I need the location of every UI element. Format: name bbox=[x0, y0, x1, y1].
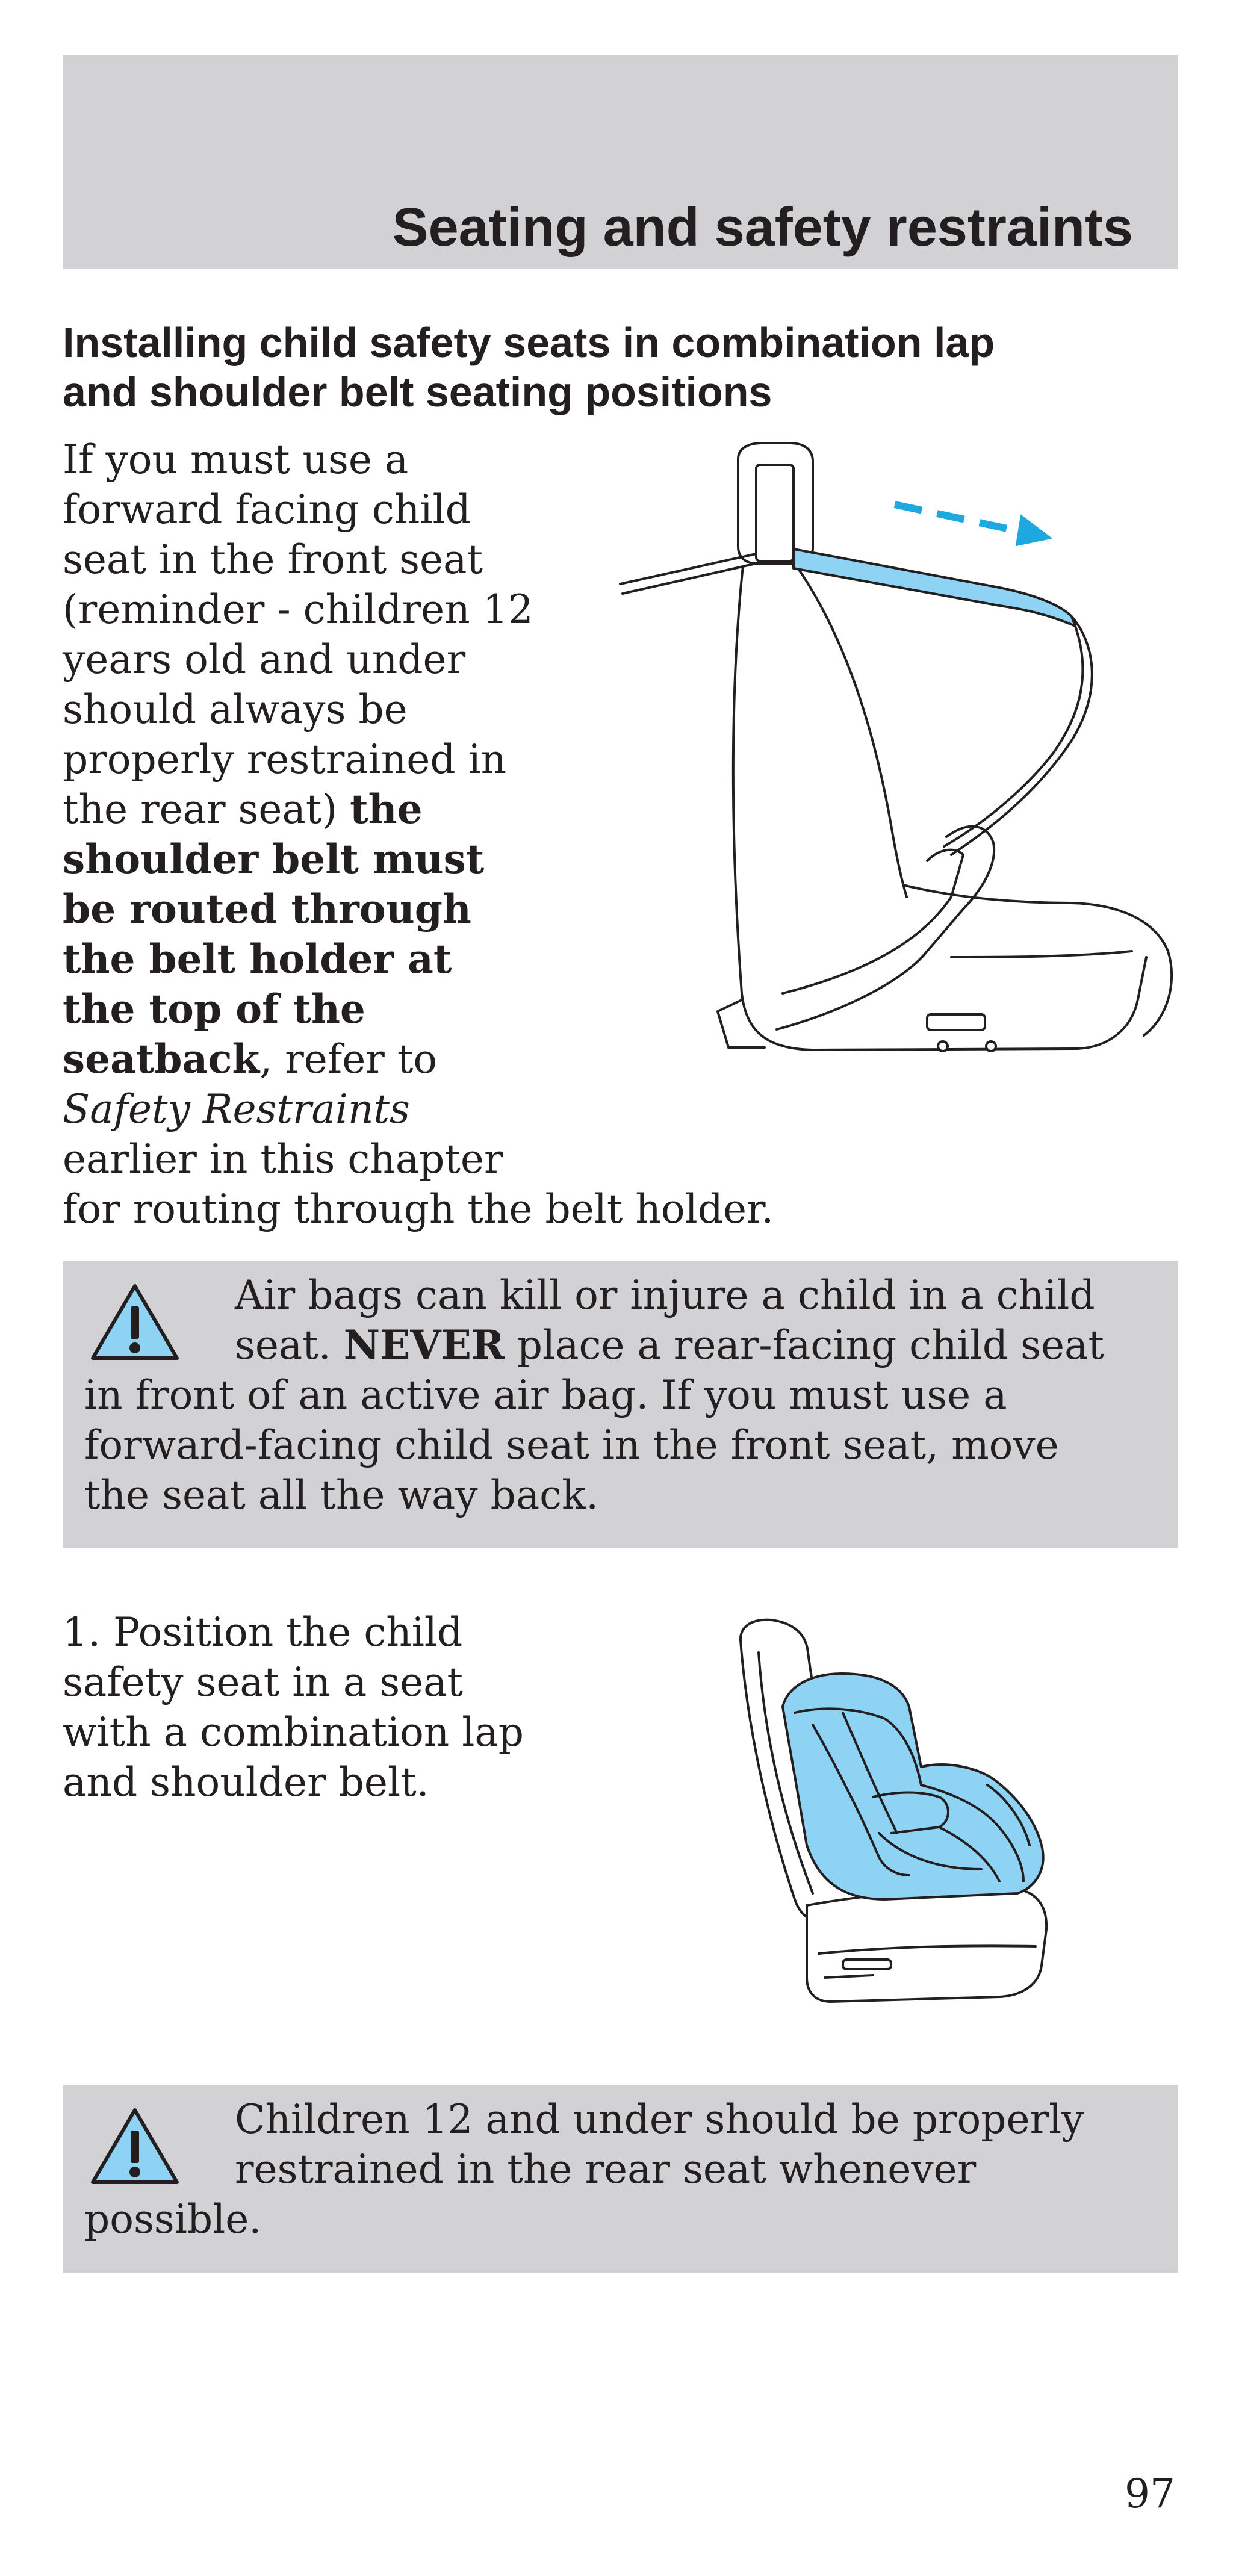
rear-seat-warning-text bbox=[84, 2094, 1123, 2244]
warning-line: Children 12 and under should be properly bbox=[235, 2096, 1084, 2143]
airbag-warning-text bbox=[84, 1270, 1123, 1520]
warning-line: possible. bbox=[84, 2196, 262, 2242]
rear-seat-warning-box bbox=[63, 2085, 1178, 2273]
warning-text-segment: place a rear-facing child seat bbox=[504, 1322, 1104, 1368]
intro-emphasis: the bbox=[350, 786, 423, 833]
section-heading bbox=[63, 318, 1178, 417]
step-line: safety seat in a seat bbox=[63, 1659, 463, 1705]
section-heading-line-1: Installing child safety seats in combination lap bbox=[63, 319, 995, 366]
page-title: Seating and safety restraints bbox=[392, 197, 1133, 258]
intro-emphasis: seatback bbox=[63, 1035, 260, 1082]
intro-line: should always be bbox=[63, 686, 408, 733]
seat-belt-routing-illustration bbox=[614, 439, 1180, 1102]
intro-line: earlier in this chapter bbox=[63, 1136, 503, 1182]
step-line: and shoulder belt. bbox=[63, 1759, 429, 1805]
intro-line: properly restrained in bbox=[63, 736, 507, 783]
child-safety-seat-illustration bbox=[722, 1616, 1084, 2038]
safety-restraints-reference: Safety Restraints bbox=[63, 1086, 410, 1132]
intro-text: the rear seat) bbox=[63, 786, 350, 833]
warning-line: Air bags can kill or injure a child in a child bbox=[235, 1272, 1095, 1318]
step-1-paragraph bbox=[63, 1607, 725, 1807]
airbag-warning-box bbox=[63, 1261, 1178, 1548]
step-line: 1. Position the child bbox=[63, 1609, 463, 1656]
intro-emphasis-line: shoulder belt must bbox=[63, 836, 485, 883]
section-heading-line-2: and shoulder belt seating positions bbox=[63, 368, 772, 415]
warning-line bbox=[84, 1320, 1123, 1370]
intro-line: seat in the front seat bbox=[63, 536, 483, 583]
warning-line: restrained in the rear seat whenever bbox=[235, 2146, 977, 2193]
intro-text: , refer to bbox=[259, 1036, 438, 1082]
warning-never-emphasis: NEVER bbox=[343, 1321, 505, 1368]
warning-line: forward-facing child seat in the front seat, move bbox=[84, 1422, 1059, 1468]
warning-text-segment: seat. bbox=[235, 1322, 344, 1368]
step-line: with a combination lap bbox=[63, 1709, 524, 1755]
intro-emphasis-line: the belt holder at bbox=[63, 936, 452, 982]
intro-line: (reminder - children 12 bbox=[63, 586, 533, 633]
warning-line: the seat all the way back. bbox=[84, 1472, 599, 1518]
intro-line: forward facing child bbox=[63, 486, 471, 533]
page-number: 97 bbox=[1125, 2471, 1175, 2517]
intro-line: years old and under bbox=[63, 636, 466, 683]
warning-line: in front of an active air bag. If you must use a bbox=[84, 1372, 1007, 1418]
intro-emphasis-line: be routed through bbox=[63, 886, 471, 933]
intro-line: If you must use a bbox=[63, 436, 409, 483]
intro-line: for routing through the belt holder. bbox=[63, 1186, 774, 1232]
intro-emphasis-line: the top of the bbox=[63, 985, 365, 1032]
header-band bbox=[63, 55, 1178, 269]
